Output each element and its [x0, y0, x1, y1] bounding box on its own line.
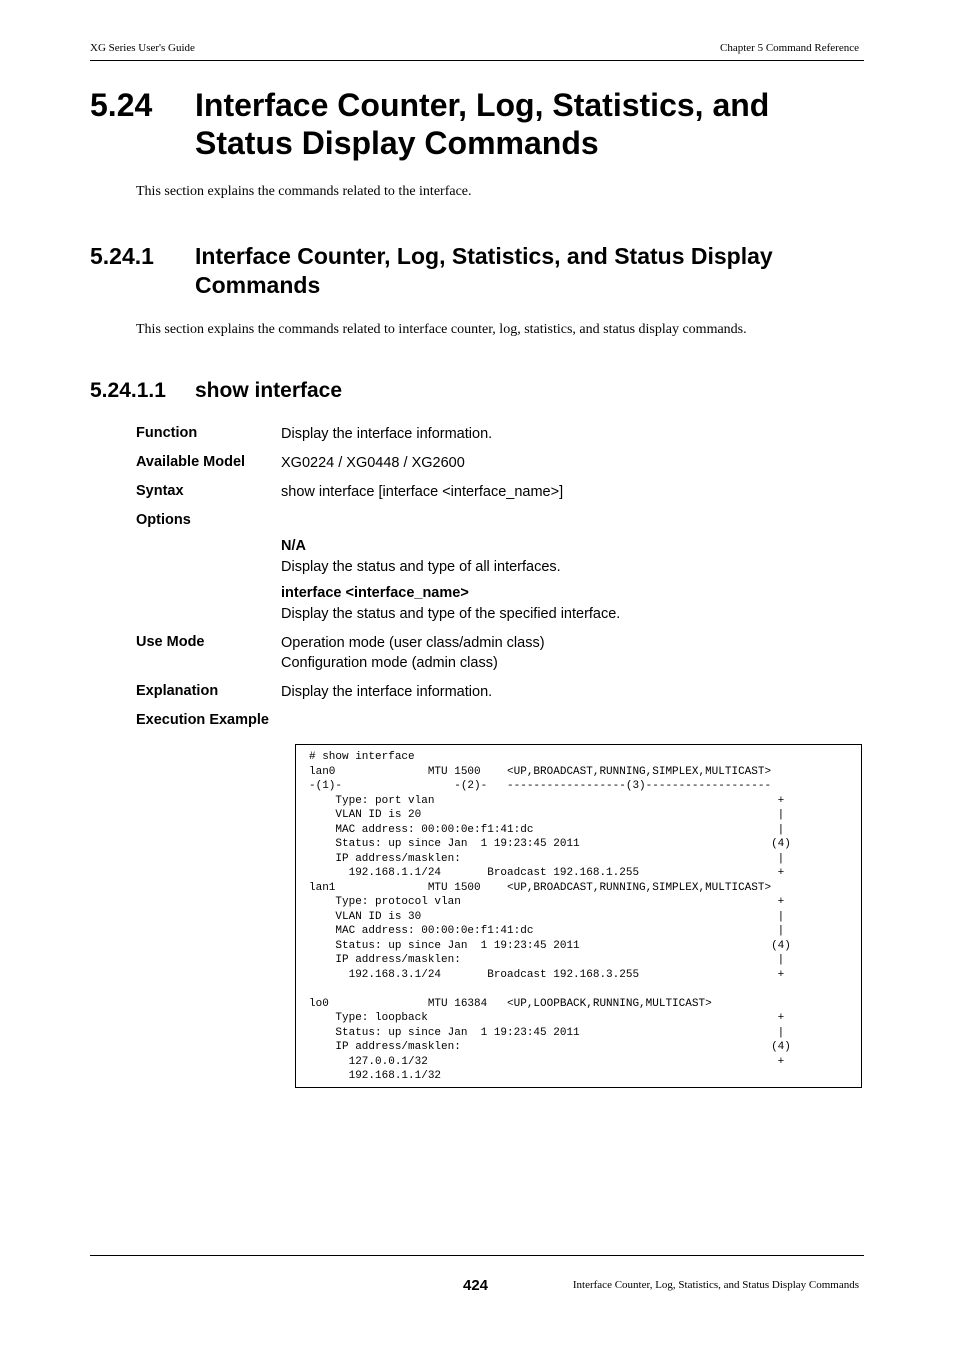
execution-example-code: # show interface lan0 MTU 1500 <UP,BROADCAST,RUNNING,SIMPLEX,MULTICAST> -(1)- -(2)- ------------------(3)------------------- Type: port vlan + VLAN ID is 20 | MAC address: 00:00:0e:f1:41:dc | Status: up since Jan 1 19:23:45 2011 (4) IP address/masklen: | 192.168.1.1/24 Broadcast 192.168.1.255 + lan1 MTU 1500 <UP,BROADCAST,RUNNING,SIMPLEX,MULTICAST> Type: protocol vlan + VLAN ID is 30 | MAC address: 00:00:0e:f1:41:dc | Status: up since Jan 1 19:23:45 2011 (4) IP address/masklen: | 192.168.3.1/24 Broadcast 192.168.3.255 + lo0 MTU 16384 <UP,LOOPBACK,RUNNING,MULTICAST> Type: loopback + Status: up since Jan 1 19:23:45 2011 | IP address/masklen: (4) 127.0.0.1/32 + 192.168.1.1/32: [309, 751, 791, 1082]
model-label: Available Model: [136, 454, 246, 470]
page-header-right: Chapter 5 Command Reference: [720, 42, 859, 54]
footer-rule: [90, 1255, 864, 1256]
use-mode-value-1: Operation mode (user class/admin class): [281, 635, 545, 651]
option-desc: Display the status and type of the specified interface.: [281, 606, 621, 622]
use-mode-value-2: Configuration mode (admin class): [281, 655, 498, 671]
page-number: 424: [463, 1277, 489, 1294]
subsection-title: Interface Counter, Log, Statistics, and Status Display Commands: [195, 243, 773, 298]
option-name: N/A: [281, 538, 306, 554]
function-value: Display the interface information.: [281, 426, 493, 442]
command-title: show interface: [195, 379, 343, 402]
function-label: Function: [136, 425, 198, 441]
section-intro: This section explains the commands related to the interface.: [136, 184, 472, 199]
execution-example-box: [295, 744, 862, 1088]
model-value: XG0224 / XG0448 / XG2600: [281, 455, 465, 471]
subsection-intro: This section explains the commands related to interface counter, log, statistics, and status display commands.: [136, 322, 747, 337]
explanation-label: Explanation: [136, 683, 219, 699]
subsection-number: 5.24.1: [90, 243, 154, 269]
use-mode-label: Use Mode: [136, 634, 205, 650]
header-rule: [90, 60, 864, 61]
syntax-value: show interface [interface <interface_name>]: [281, 484, 564, 500]
syntax-label: Syntax: [136, 483, 184, 499]
option-desc: Display the status and type of all interfaces.: [281, 559, 561, 575]
example-label: Execution Example: [136, 712, 269, 728]
footer-title: Interface Counter, Log, Statistics, and Status Display Commands: [572, 1279, 859, 1291]
explanation-value: Display the interface information.: [281, 684, 493, 700]
options-label: Options: [136, 512, 191, 528]
page-header-left: XG Series User's Guide: [90, 42, 195, 54]
section-number: 5.24: [90, 87, 153, 123]
command-number: 5.24.1.1: [90, 379, 166, 402]
section-title: Interface Counter, Log, Statistics, and Status Display Commands: [195, 87, 770, 161]
option-name: interface <interface_name>: [281, 585, 469, 601]
